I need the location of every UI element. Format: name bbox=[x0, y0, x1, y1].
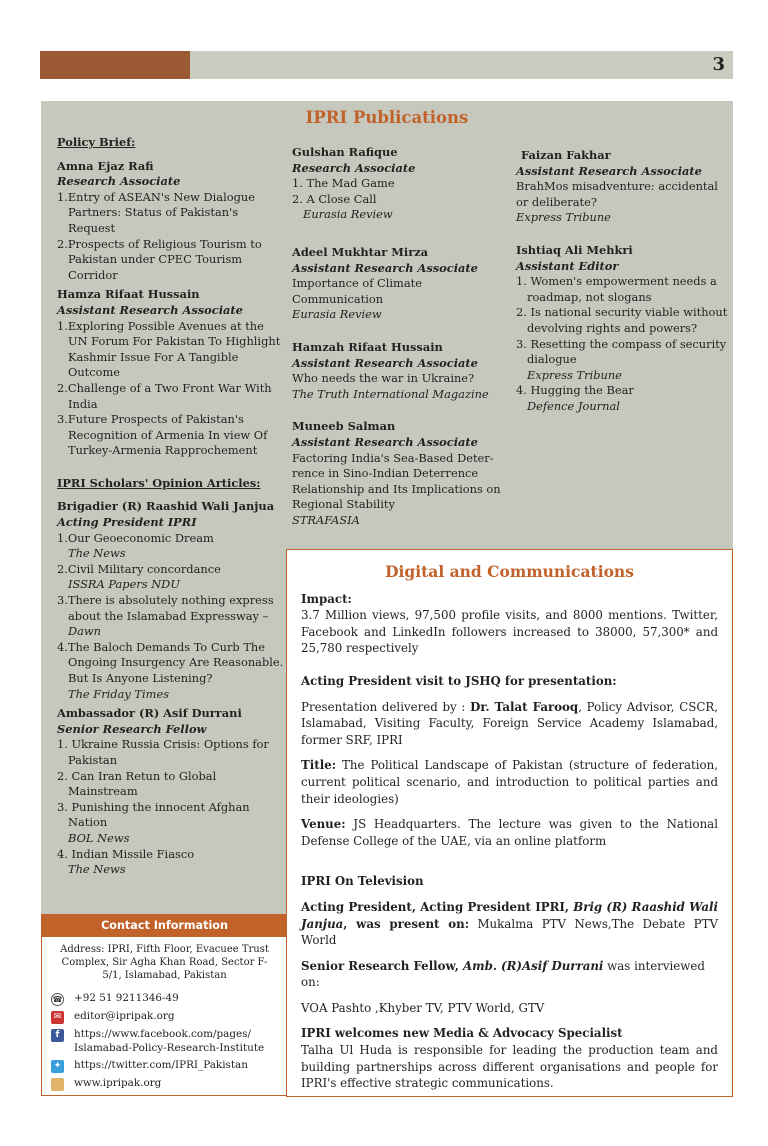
impact-heading: Impact: bbox=[301, 591, 352, 606]
header-accent-block bbox=[40, 51, 190, 79]
tv-channels: VOA Pashto ,Khyber TV, PTV World, GTV bbox=[301, 1000, 545, 1015]
author-role: Assistant Editor bbox=[516, 258, 619, 273]
article-title: BrahMos misadventure: accidental or deliberate? bbox=[516, 179, 718, 209]
author-name: Muneeb Salman bbox=[292, 419, 396, 434]
contact-website-row[interactable] bbox=[42, 1077, 287, 1091]
source-label: STRAFASIA bbox=[292, 512, 360, 527]
list-item: 1. Ukraine Russia Crisis: Options for Pakistan bbox=[57, 737, 269, 767]
phone-number: +92 51 9211346-49 bbox=[74, 992, 179, 1004]
contact-email-row[interactable] bbox=[42, 1010, 287, 1024]
source-label: Defence Journal bbox=[527, 398, 620, 413]
twitter-link[interactable]: https://twitter.com/IPRI_Pakistan bbox=[74, 1059, 248, 1071]
list-item: 2.Prospects of Religious Tourism to Pakistan under CPEC Tourism Corridor bbox=[57, 236, 262, 282]
list-item: 4.The Baloch Demands To Curb The Ongoing Insurgency Are Reasonable. But Is Anyone Listening? bbox=[57, 639, 284, 685]
author-role: Assistant Research Associate bbox=[292, 260, 478, 275]
list-item: 2.Civil Military concordance bbox=[57, 561, 221, 576]
tv-heading: IPRI On Television bbox=[301, 874, 424, 889]
opinion-articles-heading: IPRI Scholars' Opinion Articles: bbox=[57, 475, 261, 490]
author-name: Amna Ejaz Rafi bbox=[57, 158, 154, 173]
tv-paragraph-1: Acting President, Acting President IPRI, Brig (R) Raashid Wali Janjua, was present on: Mukalma PTV News,The Debate PTV World bbox=[301, 899, 718, 948]
page-number: 3 bbox=[712, 54, 725, 75]
source-label: ISSRA Papers NDU bbox=[68, 577, 180, 592]
presentation-paragraph: Presentation delivered by : Dr. Talat Farooq, Policy Advisor, CSCR, Islamabad, Visiting Faculty, Foreign Service Academy Islamabad, former SRF, IPRI bbox=[301, 699, 718, 747]
source-label: The Truth International Magazine bbox=[292, 386, 489, 401]
web-icon bbox=[51, 1078, 64, 1091]
author-role: Assistant Research Associate bbox=[292, 434, 478, 449]
twitter-icon: ✦ bbox=[51, 1060, 64, 1073]
tv-paragraph-2: Senior Research Fellow, Amb. (R)Asif Durrani was interviewed on: bbox=[301, 958, 705, 990]
author-name: Gulshan Rafique bbox=[292, 145, 398, 159]
list-item: 3.There is absolutely nothing express about the Islamabad Expressway – bbox=[57, 593, 274, 623]
source-label: BOL News bbox=[68, 830, 130, 845]
list-item: 1.Exploring Possible Avenues at the UN Forum For Pakistan To Highlight Kashmir Issue For A Tangible Outcome bbox=[57, 318, 281, 380]
list-item: 2. Is national security viable without devolving rights and powers? bbox=[516, 305, 728, 335]
list-item: 2. A Close Call bbox=[292, 191, 377, 206]
visit-heading: Acting President visit to JSHQ for presentation: bbox=[301, 673, 617, 688]
list-item: 4. Indian Missile Fiasco bbox=[57, 846, 195, 861]
author-name: Brigadier (R) Raashid Wali Janjua bbox=[57, 499, 275, 514]
author-name: Ambassador (R) Asif Durrani bbox=[57, 706, 242, 721]
digital-communications-box bbox=[286, 549, 733, 1097]
source-label: Eurasia Review bbox=[303, 207, 393, 222]
source-label: The News bbox=[68, 862, 126, 877]
digital-title: Digital and Communications bbox=[385, 562, 634, 581]
list-item: 3. Resetting the compass of security dialogue bbox=[516, 336, 727, 367]
list-item: 4. Hugging the Bear bbox=[516, 383, 634, 398]
list-item: 1.Entry of ASEAN's New Dialogue Partners: Status of Pakistan's Request bbox=[57, 189, 255, 235]
source-label: Dawn bbox=[68, 624, 102, 639]
source-label: The Friday Times bbox=[68, 686, 170, 701]
publications-right-column bbox=[516, 148, 732, 415]
contact-heading: Contact Information bbox=[42, 915, 287, 937]
contact-facebook-row[interactable] bbox=[42, 1028, 287, 1055]
list-item: 1.Our Geoeconomic Dream bbox=[57, 530, 214, 545]
venue-paragraph: Venue: JS Headquarters. The lecture was given to the National Defense College of the UAE, via an online platform bbox=[301, 817, 718, 848]
email-link[interactable]: editor@ipripak.org bbox=[74, 1010, 175, 1022]
source-label: Express Tribune bbox=[516, 210, 611, 225]
policy-brief-heading: Policy Brief: bbox=[57, 135, 136, 149]
mail-icon: ✉ bbox=[51, 1011, 64, 1024]
article-title: Factoring India's Sea-Based Deter-rence in Sino-Indian Deterrence Relationship and Its Implications on Regional Stability bbox=[292, 450, 501, 512]
author-name: Hamzah Rifaat Hussain bbox=[292, 339, 443, 354]
author-name: Hamza Rifaat Hussain bbox=[57, 287, 200, 302]
publications-left-column bbox=[57, 135, 285, 878]
list-item: 3.Future Prospects of Pakistan's Recognition of Armenia In view Of Turkey-Armenia Rapprochement bbox=[57, 412, 268, 458]
page-header-bar bbox=[40, 51, 733, 79]
author-role: Assistant Research Associate bbox=[516, 163, 702, 178]
contact-address: Address: IPRI, Fifth Floor, Evacuee Trust Complex, Sir Agha Khan Road, Sector F-5/1, Islamabad, Pakistan bbox=[60, 944, 269, 981]
phone-icon: ☎ bbox=[51, 993, 64, 1006]
presenter-name: Dr. Talat Farooq bbox=[470, 699, 579, 714]
facebook-icon: f bbox=[51, 1029, 64, 1042]
author-name: Ishtiaq Ali Mehkri bbox=[516, 242, 633, 257]
author-role: Research Associate bbox=[57, 174, 181, 189]
source-label: The News bbox=[68, 546, 126, 561]
author-role: Assistant Research Associate bbox=[292, 355, 478, 370]
list-item: 3. Punishing the innocent Afghan Nation bbox=[57, 799, 250, 830]
list-item: 1. Women's empowerment needs a roadmap, not slogans bbox=[516, 274, 717, 304]
article-title: Who needs the war in Ukraine? bbox=[292, 371, 475, 386]
author-role: Assistant Research Associate bbox=[57, 302, 243, 317]
list-item: 2.Challenge of a Two Front War With India bbox=[57, 380, 272, 411]
contact-twitter-row[interactable] bbox=[42, 1059, 287, 1073]
author-role: Acting President IPRI bbox=[57, 515, 197, 530]
website-link[interactable]: www.ipripak.org bbox=[74, 1077, 162, 1089]
publications-title: IPRI Publications bbox=[305, 108, 469, 127]
welcome-text: Talha Ul Huda is responsible for leading the production team and building partnerships across different organisations and people for IPRI's effective strategic communications. bbox=[301, 1043, 718, 1091]
title-paragraph: Title: The Political Landscape of Pakistan (structure of federation, current political scenario, and introduction to political parties and their ideologies) bbox=[301, 758, 718, 806]
list-item: 1. The Mad Game bbox=[292, 176, 395, 191]
source-label: Eurasia Review bbox=[292, 307, 382, 322]
author-role: Research Associate bbox=[292, 160, 416, 175]
author-name: Adeel Mukhtar Mirza bbox=[292, 244, 429, 259]
source-label: Express Tribune bbox=[527, 367, 622, 382]
list-item: 2. Can Iran Retun to Global Mainstream bbox=[57, 768, 217, 799]
contact-information-box bbox=[41, 914, 288, 1096]
impact-text: 3.7 Million views, 97,500 profile visits, and 8000 mentions. Twitter, Facebook and LinkedIn followers increased to 38000, 57,300* and 25,780 respectively bbox=[301, 608, 718, 656]
welcome-heading: IPRI welcomes new Media & Advocacy Specialist bbox=[301, 1026, 623, 1041]
author-role: Senior Research Fellow bbox=[57, 721, 207, 736]
author-name: Faizan Fakhar bbox=[521, 148, 611, 162]
article-title: Importance of Climate Communication bbox=[292, 276, 422, 306]
facebook-link[interactable]: https://www.facebook.com/pages/ Islamabad-Policy-Research-Institute bbox=[74, 1028, 265, 1054]
contact-phone-row bbox=[42, 992, 287, 1006]
publications-middle-column bbox=[292, 145, 510, 528]
